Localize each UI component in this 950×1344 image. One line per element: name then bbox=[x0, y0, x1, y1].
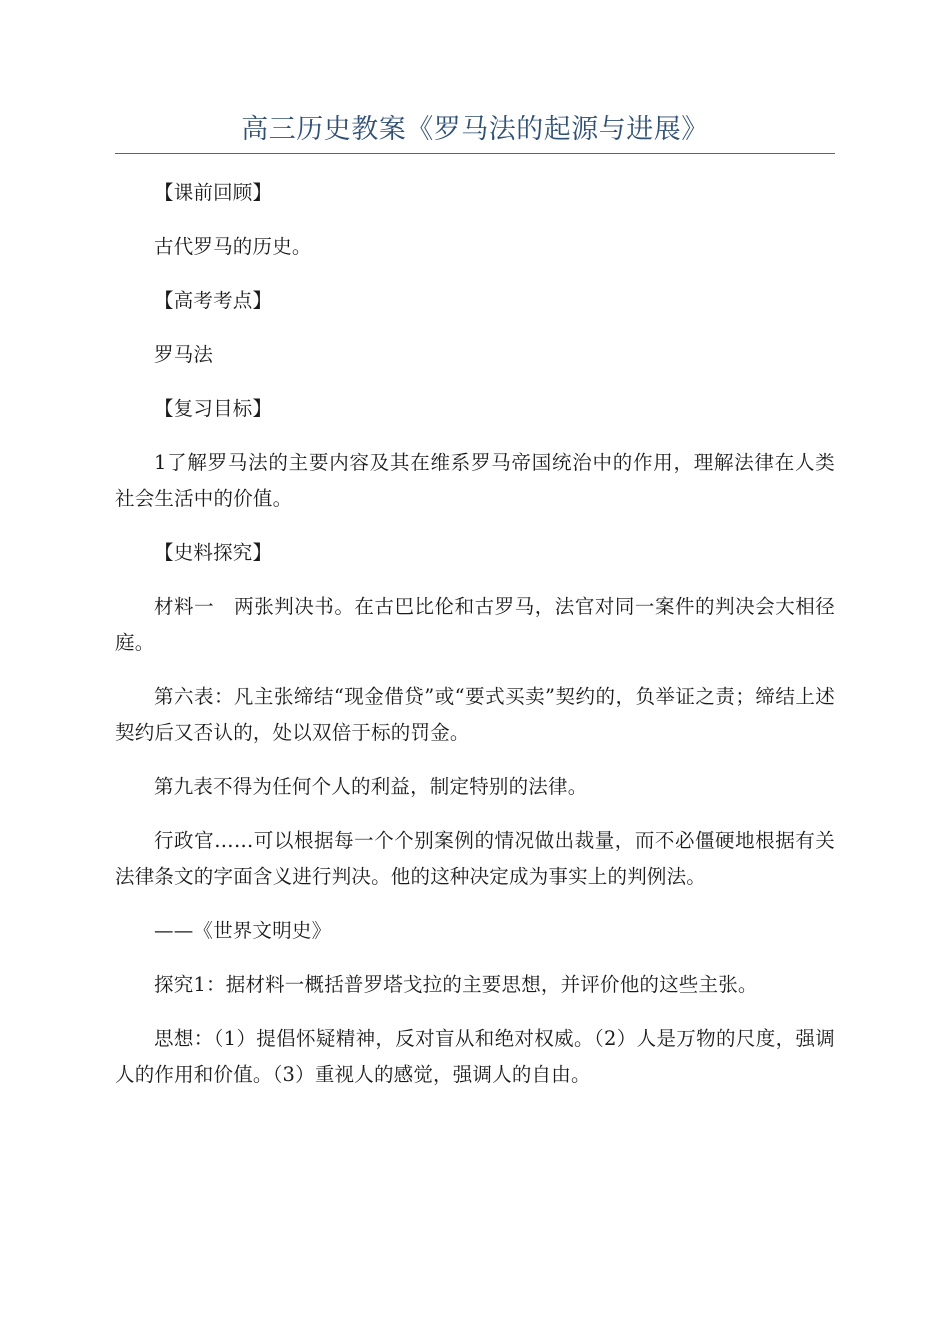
paragraph: 行政官……可以根据每一个个别案例的情况做出裁量，而不必僵硬地根据有关法律条文的字面含义进行判决。他的这种决定成为事实上的判例法。 bbox=[115, 829, 835, 888]
section-heading-goals: 【复习目标】 bbox=[154, 397, 273, 420]
paragraph: 古代罗马的历史。 bbox=[154, 235, 312, 258]
paragraph: 思想：（1）提倡怀疑精神，反对盲从和绝对权威。（2）人是万物的尺度，强调人的作用和价值。（3）重视人的感觉，强调人的自由。 bbox=[115, 1027, 835, 1086]
paragraph: 材料一 两张判决书。在古巴比伦和古罗马，法官对同一案件的判决会大相径庭。 bbox=[115, 595, 835, 654]
paragraph: 第九表不得为任何个人的利益，制定特别的法律。 bbox=[154, 775, 588, 798]
document-title: 高三历史教案《罗马法的起源与进展》 bbox=[241, 114, 709, 145]
source-citation: ——《世界文明史》 bbox=[154, 919, 332, 942]
paragraph: 探究1：据材料一概括普罗塔戈拉的主要思想，并评价他的这些主张。 bbox=[154, 973, 758, 996]
document-body bbox=[115, 175, 835, 1111]
paragraph: 罗马法 bbox=[154, 343, 214, 366]
title-underline bbox=[115, 153, 835, 154]
paragraph: 第六表：凡主张缔结“现金借贷”或“要式买卖”契约的，负举证之责；缔结上述契约后又否认的，处以双倍于标的罚金。 bbox=[115, 685, 835, 744]
section-heading-sources: 【史料探究】 bbox=[154, 541, 273, 564]
paragraph: 1了解罗马法的主要内容及其在维系罗马帝国统治中的作用，理解法律在人类社会生活中的价值。 bbox=[115, 451, 835, 510]
section-heading-exam-points: 【高考考点】 bbox=[154, 289, 273, 312]
section-heading-review: 【课前回顾】 bbox=[154, 181, 273, 204]
